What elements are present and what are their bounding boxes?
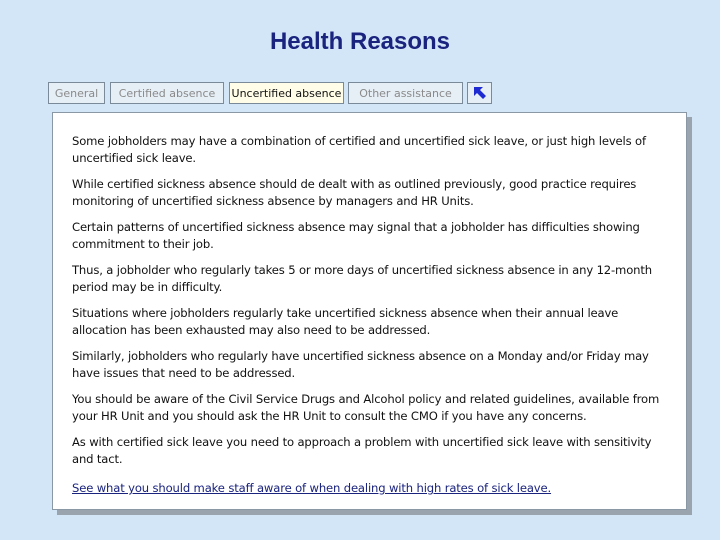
paragraph: As with certified sick leave you need to approach a problem with uncertified sick leave with sensitivity and tact. xyxy=(72,435,652,466)
tab-other-assistance[interactable]: Other assistance xyxy=(348,82,463,104)
page-title: Health Reasons xyxy=(269,28,451,55)
arrow-up-left-icon xyxy=(473,86,487,100)
back-button[interactable] xyxy=(467,82,492,104)
paragraph: Certain patterns of uncertified sickness absence may signal that a jobholder has difficulties showing commitment to their job. xyxy=(72,220,640,251)
paragraph: Thus, a jobholder who regularly takes 5 or more days of uncertified sickness absence in any 12-month period may be in difficulty. xyxy=(72,263,652,294)
sick-leave-advice-link[interactable]: See what you should make staff aware of when dealing with high rates of sick leave. xyxy=(72,481,552,495)
paragraph: Some jobholders may have a combination of certified and uncertified sick leave, or just high levels of uncertified sick leave. xyxy=(72,134,646,165)
paragraph: Similarly, jobholders who regularly have uncertified sickness absence on a Monday and/or Friday may have issues that need to be addressed. xyxy=(72,349,649,380)
tab-certified-absence[interactable]: Certified absence xyxy=(110,82,224,104)
tab-uncertified-absence[interactable]: Uncertified absence xyxy=(229,82,344,104)
paragraph: While certified sickness absence should de dealt with as outlined previously, good practice requires monitoring of uncertified sickness absence by managers and HR Units. xyxy=(72,177,637,208)
tab-general[interactable]: General xyxy=(48,82,105,104)
paragraph: You should be aware of the Civil Service Drugs and Alcohol policy and related guidelines, available from your HR Unit and you should ask the HR Unit to consult the CMO if you have any concerns. xyxy=(72,392,660,423)
content-panel xyxy=(52,112,687,510)
paragraph: Situations where jobholders regularly take uncertified sickness absence when their annual leave allocation has been exhausted may also need to be addressed. xyxy=(72,306,619,337)
